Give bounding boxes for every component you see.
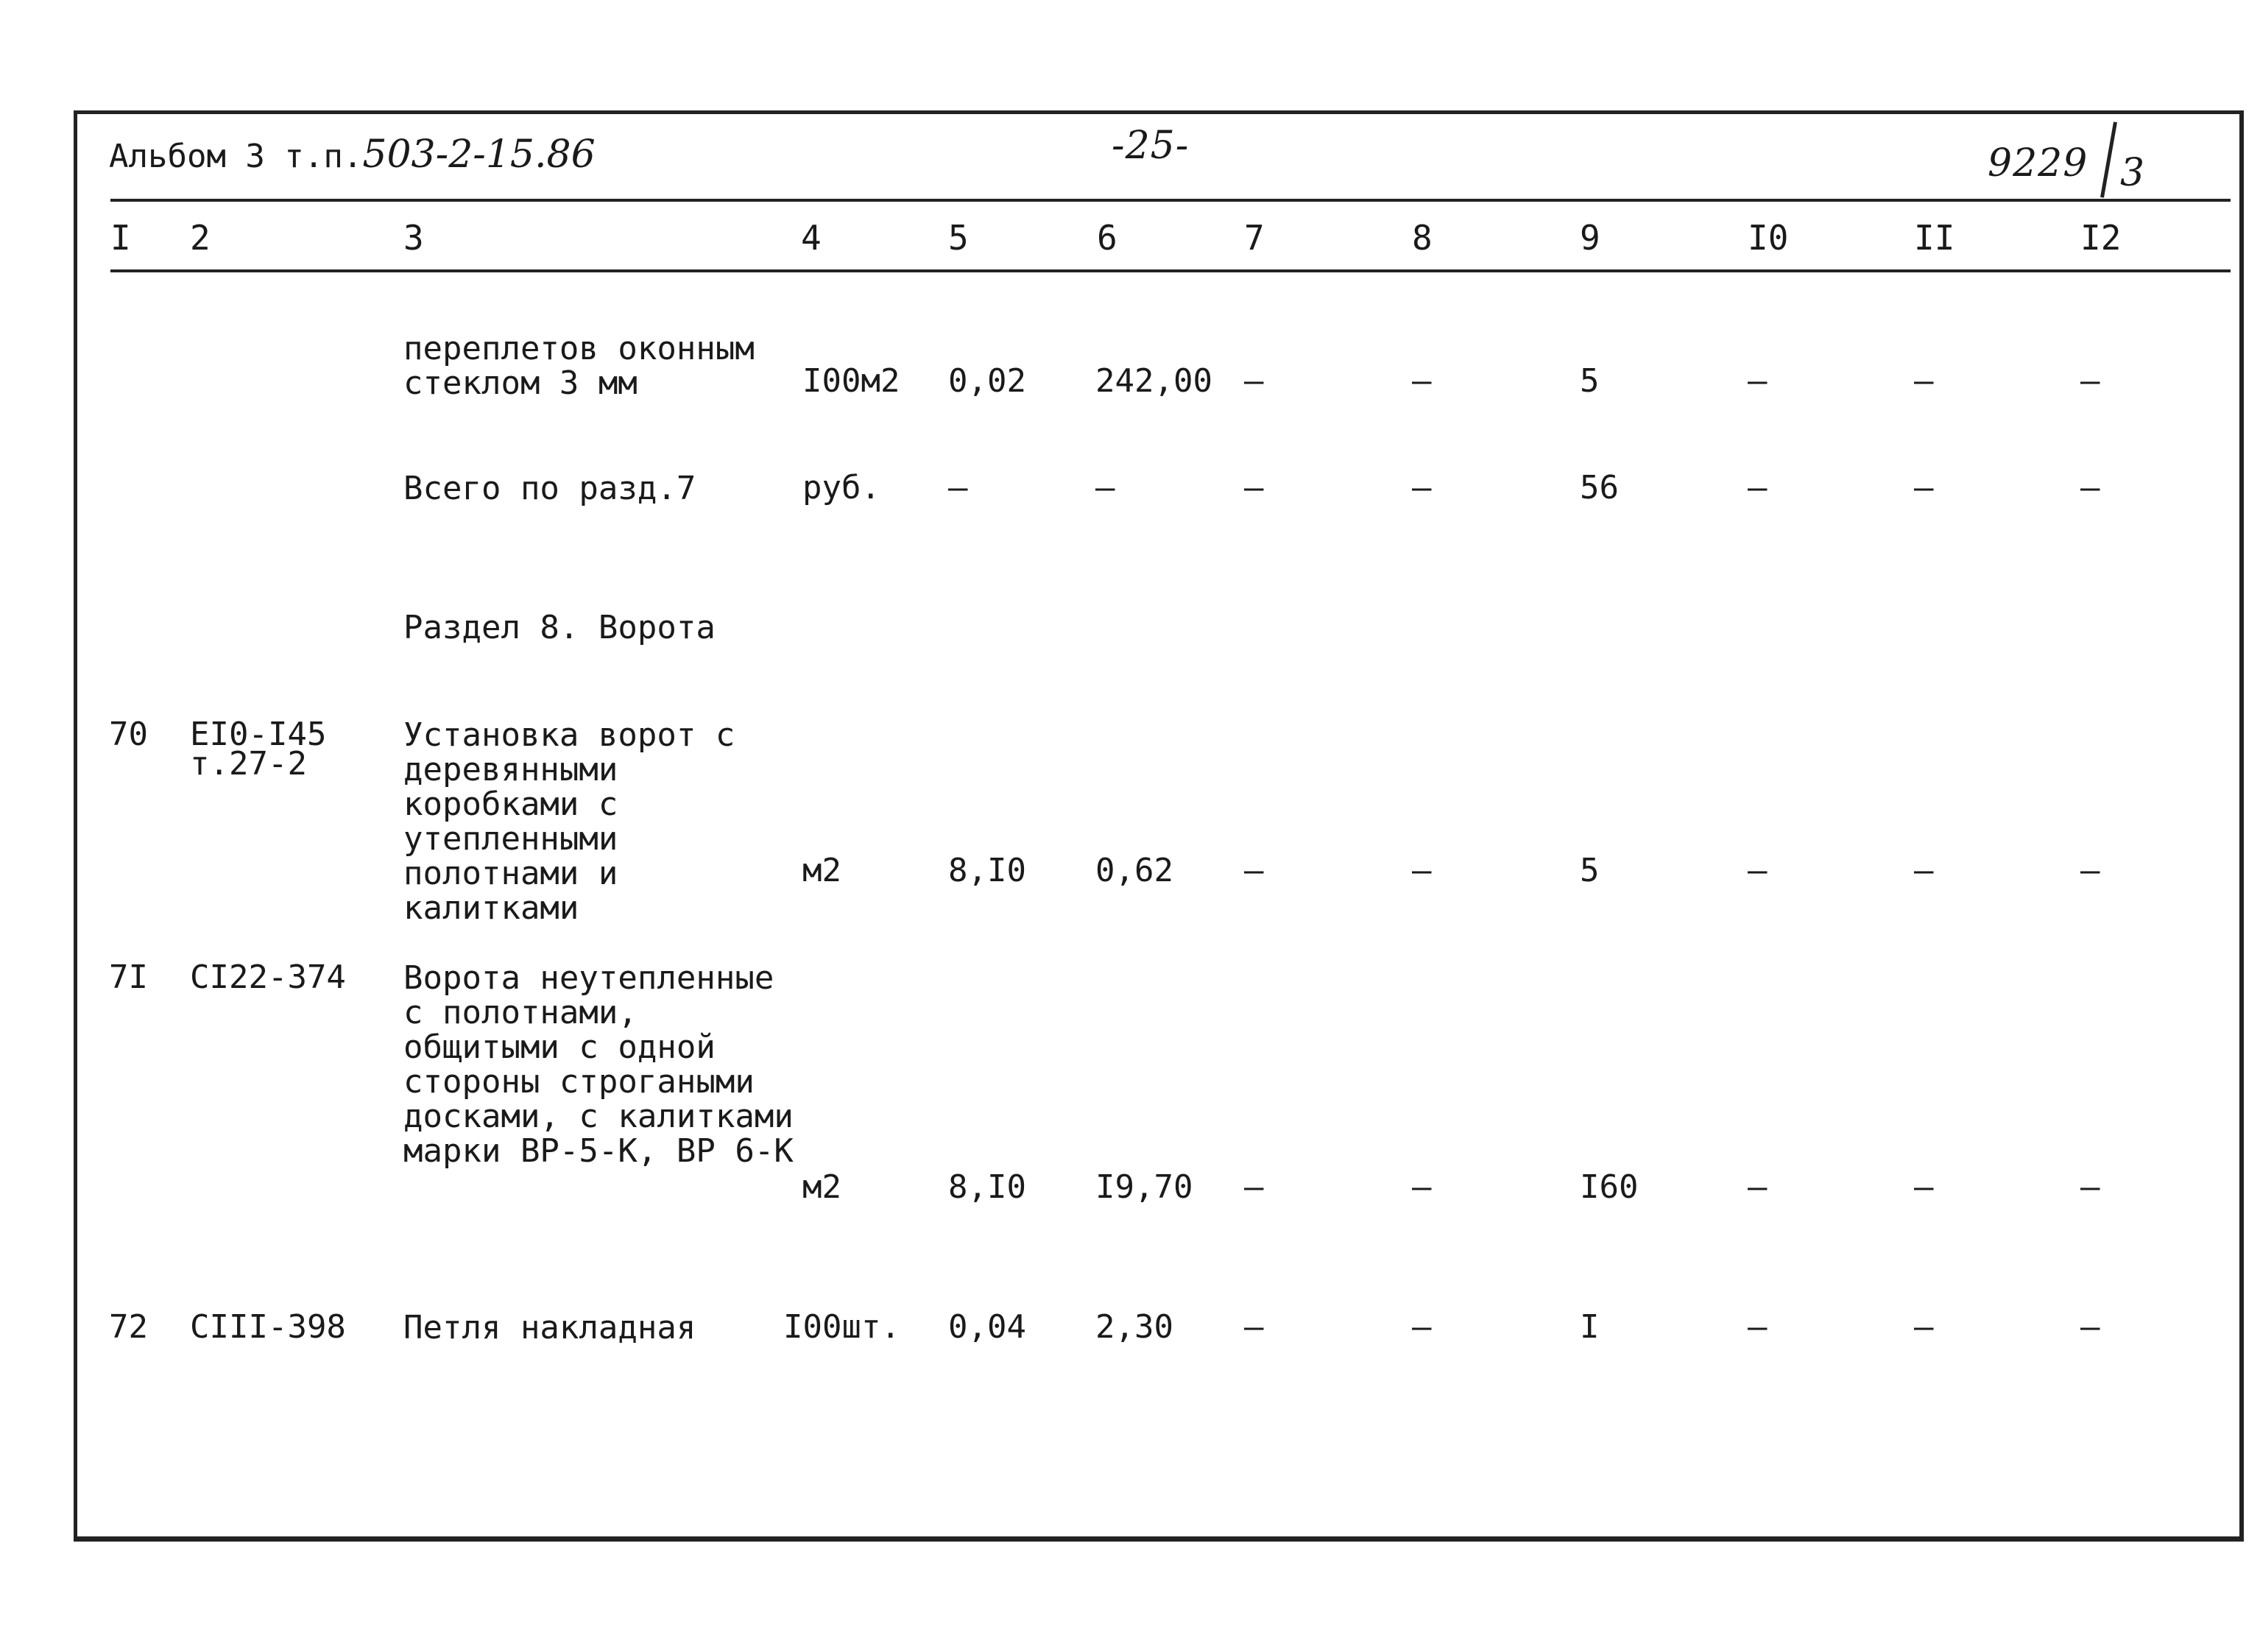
row-unit: I00м2 (802, 362, 900, 400)
row-col9: I60 (1580, 1168, 1639, 1206)
row-col11: – (1914, 1308, 1934, 1346)
album-label: Альбом 3 т.п. (109, 138, 363, 175)
row-col12: – (2080, 362, 2100, 400)
row-quantity: – (948, 469, 968, 506)
row-code: CIII-398 (190, 1308, 346, 1346)
album-title (109, 133, 596, 177)
col-header-12: I2 (2080, 218, 2122, 258)
row-description: переплетов оконным стеклом 3 мм (403, 330, 755, 402)
album-number: 503-2-15.86 (362, 133, 596, 177)
row-col12: – (2080, 852, 2100, 889)
col-header-10: I0 (1748, 218, 1789, 258)
col-header-11: II (1914, 218, 1955, 258)
row-col7: – (1244, 852, 1264, 889)
row-col11: – (1914, 362, 1934, 400)
row-unit: м2 (802, 1168, 841, 1206)
col-header-3: 3 (403, 218, 424, 258)
row-quantity: 8,I0 (948, 852, 1026, 889)
page-number: -25- (1112, 124, 1190, 168)
section-heading: Раздел 8. Ворота (403, 609, 716, 646)
row-col9: 56 (1580, 469, 1619, 506)
row-number: 70 (109, 716, 148, 753)
col-header-9: 9 (1580, 218, 1600, 258)
row-unit: I00шт. (783, 1308, 900, 1346)
row-col11: – (1914, 469, 1934, 506)
row-col12: – (2080, 1308, 2100, 1346)
stamp-suffix: 3 (2120, 151, 2146, 195)
row-quantity: 8,I0 (948, 1168, 1026, 1206)
col-header-8: 8 (1412, 218, 1433, 258)
row-col8: – (1412, 362, 1432, 400)
row-col8: – (1412, 1308, 1432, 1346)
col-header-5: 5 (948, 218, 969, 258)
row-quantity: 0,02 (948, 362, 1026, 400)
row-col8: – (1412, 852, 1432, 889)
row-col8: – (1412, 1168, 1432, 1206)
row-col10: – (1748, 1308, 1768, 1346)
row-price: – (1095, 469, 1115, 506)
row-price: 2,30 (1095, 1308, 1173, 1346)
row-description: Петля накладная (403, 1309, 696, 1346)
row-col12: – (2080, 1168, 2100, 1206)
row-description: Ворота неутепленные с полотнами, общитыми с одной стороны строгаными досками, с калитками марки ВР-5-К, ВР 6-К (403, 959, 794, 1170)
row-unit: м2 (802, 852, 841, 889)
row-col9: I (1580, 1308, 1600, 1346)
row-number: 72 (109, 1308, 148, 1346)
row-description: Всего по разд.7 (403, 470, 696, 507)
row-price: I9,70 (1095, 1168, 1193, 1206)
row-col9: 5 (1580, 362, 1600, 400)
row-code: CI22-374 (190, 959, 346, 996)
row-price: 242,00 (1095, 362, 1212, 400)
row-number: 7I (109, 959, 148, 996)
row-col10: – (1748, 362, 1768, 400)
row-col7: – (1244, 469, 1264, 506)
row-col10: – (1748, 1168, 1768, 1206)
row-code-table: т.27-2 (190, 745, 307, 783)
row-col10: – (1748, 852, 1768, 889)
row-quantity: 0,04 (948, 1308, 1026, 1346)
row-col10: – (1748, 469, 1768, 506)
row-unit: руб. (802, 469, 880, 506)
row-col7: – (1244, 1168, 1264, 1206)
row-price: 0,62 (1095, 852, 1173, 889)
col-header-7: 7 (1244, 218, 1265, 258)
row-description: Установка ворот с деревянными коробками с утепленными полотнами и калитками (403, 716, 735, 927)
col-header-6: 6 (1097, 218, 1117, 258)
header-rule-top (110, 199, 2231, 202)
row-col8: – (1412, 469, 1432, 506)
row-col7: – (1244, 1308, 1264, 1346)
stamp-number: 9229 (1988, 141, 2088, 186)
row-col11: – (1914, 1168, 1934, 1206)
col-header-1: I (110, 218, 131, 258)
row-code: EI0-I45 (190, 716, 327, 753)
row-col9: 5 (1580, 852, 1600, 889)
row-col7: – (1244, 362, 1264, 400)
row-col11: – (1914, 852, 1934, 889)
header-rule-bottom (110, 269, 2231, 272)
col-header-2: 2 (190, 218, 211, 258)
col-header-4: 4 (801, 218, 822, 258)
row-col12: – (2080, 469, 2100, 506)
